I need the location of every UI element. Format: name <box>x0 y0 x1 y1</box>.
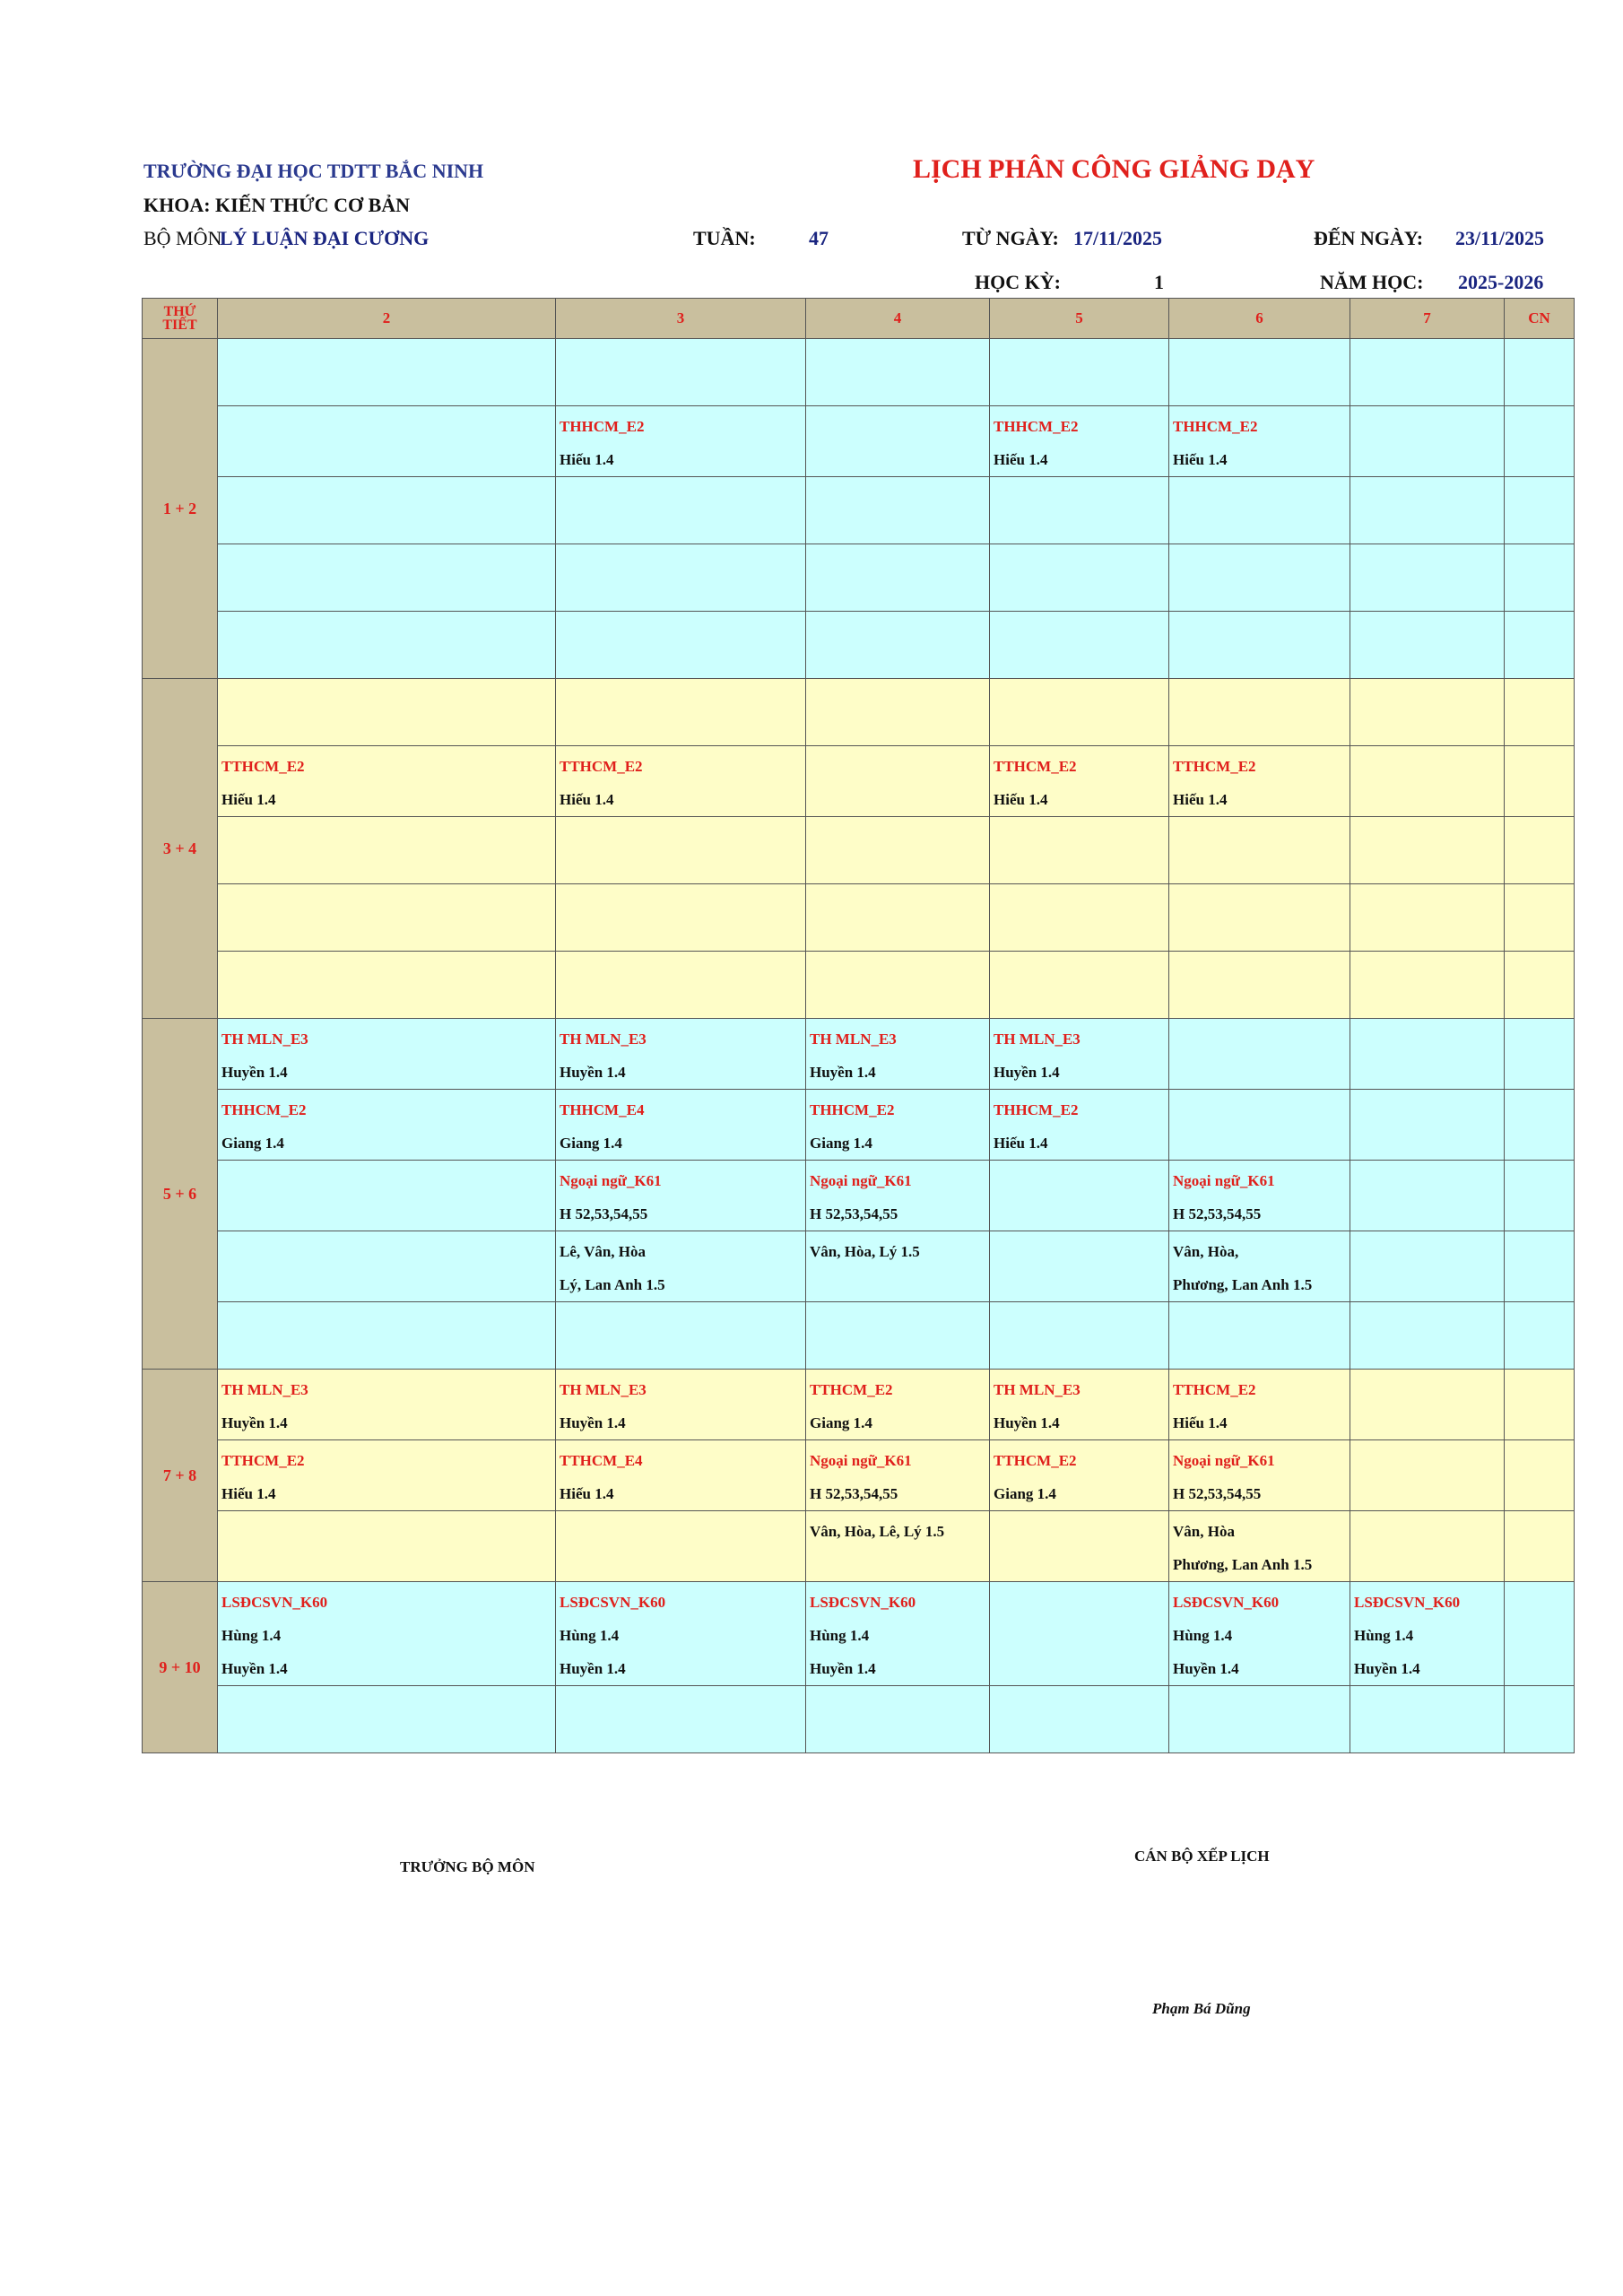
schedule-cell <box>1169 1582 1350 1686</box>
lecturer-info: Vân, Hòa, Lý 1.5 <box>810 1243 920 1260</box>
lecturer-info: Huyền 1.4 <box>810 1064 876 1081</box>
schedule-cell <box>1505 1090 1575 1161</box>
schedule-cell <box>218 952 556 1019</box>
schedule-cell <box>990 1511 1169 1582</box>
table-row <box>143 1090 1575 1161</box>
schedule-cell <box>1505 1161 1575 1231</box>
schedule-cell <box>990 1231 1169 1302</box>
schedule-cell <box>990 339 1169 406</box>
schedule-cell <box>218 1231 556 1302</box>
table-row <box>143 952 1575 1019</box>
lecturer-info: Huyền 1.4 <box>810 1660 876 1677</box>
schedule-cell <box>1350 679 1505 746</box>
schedule-cell <box>218 1686 556 1753</box>
schedule-cell <box>1169 544 1350 612</box>
schedule-cell <box>806 406 990 477</box>
lecturer-info: H 52,53,54,55 <box>810 1205 898 1222</box>
schedule-cell <box>1505 746 1575 817</box>
course-code: TH MLN_E3 <box>560 1381 647 1398</box>
schedule-cell <box>556 1511 806 1582</box>
schedule-cell <box>556 1440 806 1511</box>
lecturer-info: Hiếu 1.4 <box>560 1485 614 1502</box>
corner-day-label: THỨ <box>163 304 196 319</box>
schedule-cell <box>556 1161 806 1231</box>
schedule-cell <box>990 1090 1169 1161</box>
course-code: LSĐCSVN_K60 <box>810 1594 916 1611</box>
scheduler-name: Phạm Bá Dũng <box>1152 2000 1251 2017</box>
lecturer-info: Lê, Vân, Hòa <box>560 1243 647 1260</box>
schedule-cell <box>1350 1370 1505 1440</box>
schedule-cell <box>1350 477 1505 544</box>
lecturer-info: H 52,53,54,55 <box>560 1205 648 1222</box>
schedule-cell <box>990 1370 1169 1440</box>
schedule-cell <box>1350 544 1505 612</box>
schedule-cell <box>218 1090 556 1161</box>
lecturer-info: Huyền 1.4 <box>560 1414 626 1431</box>
lecturer-info: Vân, Hòa, <box>1173 1243 1239 1260</box>
schedule-cell <box>1350 746 1505 817</box>
course-code: TH MLN_E3 <box>994 1381 1081 1398</box>
period-label: 9 + 10 <box>143 1582 218 1753</box>
schedule-cell <box>218 1582 556 1686</box>
schedule-cell <box>1505 544 1575 612</box>
school-year: 2025-2026 <box>1458 271 1544 293</box>
lecturer-info: Giang 1.4 <box>994 1485 1056 1502</box>
schedule-cell <box>806 952 990 1019</box>
table-row <box>143 817 1575 884</box>
corner-cell <box>143 299 218 339</box>
to-date: 23/11/2025 <box>1455 227 1545 249</box>
schedule-cell <box>556 817 806 884</box>
schedule-cell <box>990 477 1169 544</box>
schedule-cell <box>990 612 1169 679</box>
schedule-cell <box>556 477 806 544</box>
schedule-cell <box>556 1686 806 1753</box>
schedule-cell <box>1505 1511 1575 1582</box>
schedule-cell <box>990 817 1169 884</box>
schedule-cell <box>1505 1440 1575 1511</box>
lecturer-info: Phương, Lan Anh 1.5 <box>1173 1276 1313 1293</box>
schedule-cell <box>218 406 556 477</box>
lecturer-info: Hiếu 1.4 <box>994 1135 1048 1152</box>
table-row <box>143 477 1575 544</box>
course-code: THHCM_E2 <box>560 418 645 435</box>
from-date: 17/11/2025 <box>1073 227 1163 249</box>
schedule-cell <box>806 1090 990 1161</box>
lecturer-info: Huyền 1.4 <box>1173 1660 1239 1677</box>
schedule-cell <box>990 406 1169 477</box>
schedule-cell <box>218 1511 556 1582</box>
schedule-cell <box>806 1019 990 1090</box>
schedule-cell <box>990 952 1169 1019</box>
schedule-cell <box>556 544 806 612</box>
schedule-cell <box>806 1511 990 1582</box>
lecturer-info: Huyền 1.4 <box>221 1660 288 1677</box>
lecturer-info: Lý, Lan Anh 1.5 <box>560 1276 665 1293</box>
schedule-cell <box>806 339 990 406</box>
course-code: TTHCM_E2 <box>810 1381 893 1398</box>
schedule-cell <box>990 1019 1169 1090</box>
schedule-cell <box>1350 1440 1505 1511</box>
schedule-cell <box>990 1582 1169 1686</box>
day-header-row <box>143 299 1575 339</box>
lecturer-info: Hiếu 1.4 <box>221 791 276 808</box>
semester-value: 1 <box>1154 271 1164 293</box>
schedule-cell <box>1169 1161 1350 1231</box>
schedule-cell <box>990 1686 1169 1753</box>
schedule-cell <box>556 339 806 406</box>
schedule-cell <box>556 884 806 952</box>
schedule-cell <box>556 1231 806 1302</box>
schedule-cell <box>218 1370 556 1440</box>
schedule-cell <box>1169 952 1350 1019</box>
day-header-6: 6 <box>1169 299 1350 339</box>
schedule-cell <box>1350 1686 1505 1753</box>
schedule-table <box>142 298 1575 1753</box>
schedule-cell <box>1505 477 1575 544</box>
course-code: TH MLN_E3 <box>560 1031 647 1048</box>
table-row <box>143 406 1575 477</box>
schedule-cell <box>1505 1019 1575 1090</box>
schedule-cell <box>218 1302 556 1370</box>
day-header-7: 7 <box>1350 299 1505 339</box>
semester-label: HỌC KỲ: <box>975 271 1061 293</box>
lecturer-info: Huyền 1.4 <box>994 1064 1060 1081</box>
schedule-cell <box>218 477 556 544</box>
course-code: TTHCM_E4 <box>560 1452 643 1469</box>
course-code: Ngoại ngữ_K61 <box>1173 1172 1275 1189</box>
lecturer-info: Huyền 1.4 <box>1354 1660 1420 1677</box>
period-label: 5 + 6 <box>143 1019 218 1370</box>
schedule-cell <box>1505 679 1575 746</box>
lecturer-info: Hiếu 1.4 <box>560 791 614 808</box>
lecturer-info: Hùng 1.4 <box>221 1627 282 1644</box>
day-header-4: 4 <box>806 299 990 339</box>
schedule-cell <box>806 1686 990 1753</box>
schedule-cell <box>1350 339 1505 406</box>
course-code: THHCM_E2 <box>221 1101 307 1118</box>
schedule-cell <box>1169 1440 1350 1511</box>
schedule-cell <box>1505 406 1575 477</box>
dept-label: BỘ MÔN <box>143 227 222 249</box>
schedule-cell <box>1350 1090 1505 1161</box>
course-code: Ngoại ngữ_K61 <box>1173 1452 1275 1469</box>
schedule-cell <box>1169 1686 1350 1753</box>
lecturer-info: H 52,53,54,55 <box>810 1485 898 1502</box>
lecturer-info: Giang 1.4 <box>560 1135 622 1152</box>
year-label: NĂM HỌC: <box>1320 271 1424 293</box>
schedule-cell <box>218 339 556 406</box>
schedule-cell <box>218 1019 556 1090</box>
lecturer-info: Huyền 1.4 <box>221 1414 288 1431</box>
lecturer-info: Hiếu 1.4 <box>1173 1414 1228 1431</box>
period-label: 1 + 2 <box>143 339 218 679</box>
schedule-cell <box>806 679 990 746</box>
day-header-3: 3 <box>556 299 806 339</box>
schedule-cell <box>218 1440 556 1511</box>
course-code: TH MLN_E3 <box>810 1031 897 1048</box>
schedule-cell <box>1169 1090 1350 1161</box>
schedule-cell <box>1505 817 1575 884</box>
schedule-cell <box>990 746 1169 817</box>
table-row <box>143 1019 1575 1090</box>
schedule-cell <box>806 612 990 679</box>
dept-name: LÝ LUẬN ĐẠI CƯƠNG <box>220 227 430 249</box>
lecturer-info: Hùng 1.4 <box>810 1627 870 1644</box>
lecturer-info: Huyền 1.4 <box>994 1414 1060 1431</box>
lecturer-info: Hiếu 1.4 <box>994 451 1048 468</box>
page-title: LỊCH PHÂN CÔNG GIẢNG DẠY <box>913 154 1315 184</box>
course-code: THHCM_E2 <box>994 418 1079 435</box>
schedule-cell <box>218 884 556 952</box>
schedule-cell <box>990 1302 1169 1370</box>
schedule-cell <box>1505 884 1575 952</box>
lecturer-info: Huyền 1.4 <box>560 1064 626 1081</box>
lecturer-info: Giang 1.4 <box>810 1414 872 1431</box>
course-code: TTHCM_E2 <box>221 758 305 775</box>
lecturer-info: Hiếu 1.4 <box>221 1485 276 1502</box>
schedule-cell <box>218 679 556 746</box>
schedule-cell <box>1169 339 1350 406</box>
schedule-cell <box>1505 1231 1575 1302</box>
schedule-cell <box>1169 612 1350 679</box>
period-label: 7 + 8 <box>143 1370 218 1582</box>
schedule-cell <box>1169 477 1350 544</box>
schedule-cell <box>1505 1686 1575 1753</box>
schedule-cell <box>1350 1161 1505 1231</box>
schedule-cell <box>1505 1582 1575 1686</box>
course-code: LSĐCSVN_K60 <box>1173 1594 1280 1611</box>
course-code: THHCM_E2 <box>1173 418 1258 435</box>
schedule-cell <box>556 679 806 746</box>
lecturer-info: Huyền 1.4 <box>560 1660 626 1677</box>
schedule-cell <box>1169 406 1350 477</box>
schedule-cell <box>806 1161 990 1231</box>
school-name: TRƯỜNG ĐẠI HỌC TDTT BẮC NINH <box>143 160 484 182</box>
schedule-cell <box>806 477 990 544</box>
schedule-cell <box>1350 952 1505 1019</box>
schedule-cell <box>556 1582 806 1686</box>
schedule-cell <box>806 817 990 884</box>
lecturer-info: Vân, Hòa <box>1173 1523 1235 1540</box>
table-row <box>143 1686 1575 1753</box>
lecturer-info: Hùng 1.4 <box>1173 1627 1233 1644</box>
day-header-2: 2 <box>218 299 556 339</box>
schedule-cell <box>218 1161 556 1231</box>
schedule-cell <box>556 1019 806 1090</box>
schedule-cell <box>1505 339 1575 406</box>
table-row <box>143 1511 1575 1582</box>
course-code: TTHCM_E2 <box>1173 1381 1256 1398</box>
schedule-cell <box>1505 952 1575 1019</box>
schedule-cell <box>1505 1370 1575 1440</box>
course-code: TTHCM_E2 <box>221 1452 305 1469</box>
table-row <box>143 679 1575 746</box>
schedule-cell <box>1350 884 1505 952</box>
course-code: TH MLN_E3 <box>221 1031 308 1048</box>
schedule-cell <box>1169 1511 1350 1582</box>
course-code: LSĐCSVN_K60 <box>560 1594 666 1611</box>
table-row <box>143 1231 1575 1302</box>
schedule-cell <box>1505 612 1575 679</box>
course-code: TH MLN_E3 <box>994 1031 1081 1048</box>
day-header-CN: CN <box>1505 299 1575 339</box>
schedule-cell <box>556 406 806 477</box>
course-code: LSĐCSVN_K60 <box>1354 1594 1461 1611</box>
lecturer-info: Giang 1.4 <box>221 1135 284 1152</box>
schedule-cell <box>990 884 1169 952</box>
table-row <box>143 1370 1575 1440</box>
table-row <box>143 1440 1575 1511</box>
schedule-cell <box>1505 1302 1575 1370</box>
lecturer-info: H 52,53,54,55 <box>1173 1485 1262 1502</box>
lecturer-info: Hiếu 1.4 <box>1173 451 1228 468</box>
lecturer-info: Giang 1.4 <box>810 1135 872 1152</box>
schedule-cell <box>1169 884 1350 952</box>
course-code: TTHCM_E2 <box>560 758 643 775</box>
course-code: Ngoại ngữ_K61 <box>810 1452 912 1469</box>
schedule-cell <box>990 1440 1169 1511</box>
from-date-label: TỪ NGÀY: <box>962 227 1059 249</box>
schedule-cell <box>1169 746 1350 817</box>
schedule-cell <box>1350 1582 1505 1686</box>
schedule-cell <box>1350 817 1505 884</box>
schedule-cell <box>1169 1302 1350 1370</box>
schedule-cell <box>990 544 1169 612</box>
week-number: 47 <box>809 227 829 249</box>
schedule-cell <box>806 1302 990 1370</box>
lecturer-info: Vân, Hòa, Lê, Lý 1.5 <box>810 1523 945 1540</box>
schedule-cell <box>806 1582 990 1686</box>
scheduler-label: CÁN BỘ XẾP LỊCH <box>1134 1848 1270 1865</box>
schedule-cell <box>556 612 806 679</box>
course-code: TTHCM_E2 <box>994 1452 1077 1469</box>
course-code: TH MLN_E3 <box>221 1381 308 1398</box>
table-row <box>143 884 1575 952</box>
table-row <box>143 339 1575 406</box>
table-row <box>143 1302 1575 1370</box>
schedule-cell <box>806 1440 990 1511</box>
schedule-cell <box>1350 612 1505 679</box>
schedule-cell <box>990 679 1169 746</box>
course-code: Ngoại ngữ_K61 <box>810 1172 912 1189</box>
schedule-cell <box>556 1090 806 1161</box>
head-of-dept-label: TRƯỞNG BỘ MÔN <box>400 1858 535 1875</box>
lecturer-info: Hiếu 1.4 <box>560 451 614 468</box>
schedule-cell <box>1169 1019 1350 1090</box>
schedule-cell <box>1169 817 1350 884</box>
course-code: THHCM_E2 <box>994 1101 1079 1118</box>
schedule-cell <box>806 1370 990 1440</box>
lecturer-info: Phương, Lan Anh 1.5 <box>1173 1556 1313 1573</box>
lecturer-info: Hùng 1.4 <box>560 1627 620 1644</box>
schedule-cell <box>806 746 990 817</box>
to-date-label: ĐẾN NGÀY: <box>1314 227 1424 249</box>
schedule-cell <box>806 884 990 952</box>
schedule-cell <box>218 746 556 817</box>
lecturer-info: H 52,53,54,55 <box>1173 1205 1262 1222</box>
lecturer-info: Hiếu 1.4 <box>1173 791 1228 808</box>
period-label: 3 + 4 <box>143 679 218 1019</box>
course-code: TTHCM_E2 <box>1173 758 1256 775</box>
week-label: TUẦN: <box>693 227 756 249</box>
schedule-cell <box>1350 1511 1505 1582</box>
schedule-cell <box>556 1302 806 1370</box>
table-row <box>143 1582 1575 1686</box>
schedule-cell <box>218 817 556 884</box>
lecturer-info: Hùng 1.4 <box>1354 1627 1414 1644</box>
schedule-cell <box>556 1370 806 1440</box>
table-row <box>143 612 1575 679</box>
schedule-cell <box>556 746 806 817</box>
table-row <box>143 1161 1575 1231</box>
course-code: THHCM_E2 <box>810 1101 895 1118</box>
course-code: Ngoại ngữ_K61 <box>560 1172 662 1189</box>
schedule-cell <box>1169 679 1350 746</box>
course-code: LSĐCSVN_K60 <box>221 1594 328 1611</box>
course-code: THHCM_E4 <box>560 1101 645 1118</box>
faculty-name: KHOA: KIẾN THỨC CƠ BẢN <box>143 194 411 216</box>
day-header-5: 5 <box>990 299 1169 339</box>
schedule-cell <box>1169 1231 1350 1302</box>
schedule-cell <box>1350 1231 1505 1302</box>
schedule-cell <box>1350 1019 1505 1090</box>
schedule-cell <box>1350 406 1505 477</box>
corner-period-label: TIẾT <box>162 317 197 333</box>
schedule-cell <box>556 952 806 1019</box>
schedule-cell <box>806 544 990 612</box>
table-row <box>143 746 1575 817</box>
lecturer-info: Hiếu 1.4 <box>994 791 1048 808</box>
lecturer-info: Huyền 1.4 <box>221 1064 288 1081</box>
course-code: TTHCM_E2 <box>994 758 1077 775</box>
table-row <box>143 544 1575 612</box>
schedule-cell <box>806 1231 990 1302</box>
schedule-cell <box>1169 1370 1350 1440</box>
schedule-cell <box>218 544 556 612</box>
schedule-cell <box>218 612 556 679</box>
schedule-cell <box>990 1161 1169 1231</box>
schedule-cell <box>1350 1302 1505 1370</box>
